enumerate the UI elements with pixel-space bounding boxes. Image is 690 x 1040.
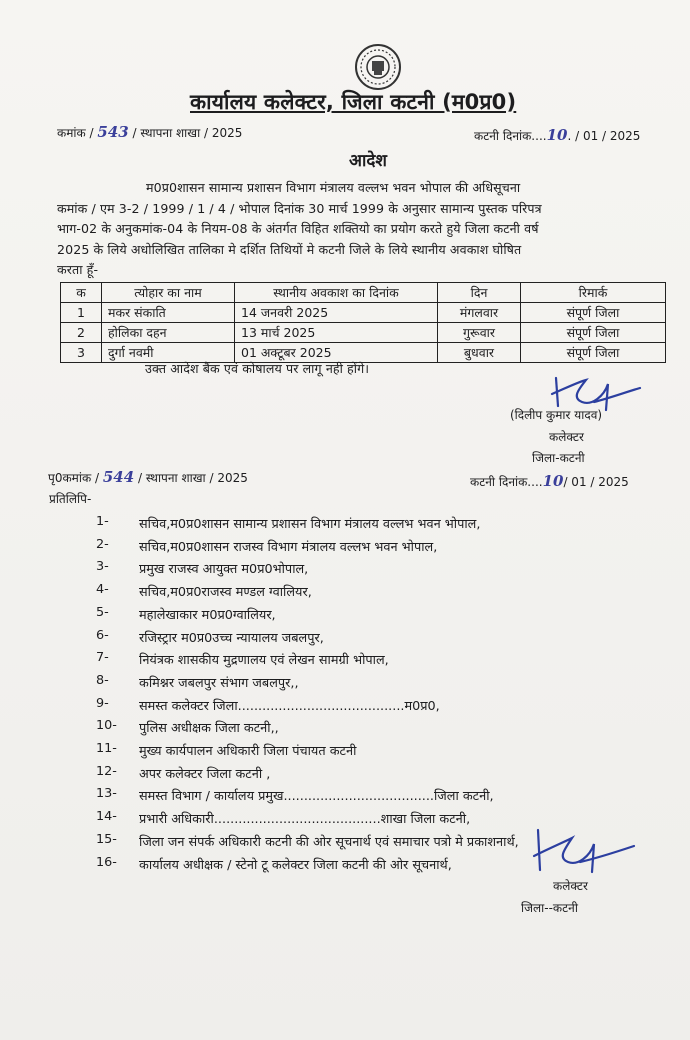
copy-list-number: 12- — [96, 764, 117, 779]
cell-day: मंगलवार — [438, 303, 521, 323]
copy-list-item: सचिव,म0प्र0शासन सामान्य प्रशासन विभाग मंत्रालय वल्लभ भवन भोपाल, — [139, 517, 481, 532]
copy-list-item: समस्त कलेक्टर जिला.........................................म0प्र0, — [139, 699, 440, 714]
copy-list-item: सचिव,म0प्र0शासन राजस्व विभाग मंत्रालय वल्लभ भवन भोपाल, — [139, 540, 438, 555]
endorsement-reference — [48, 468, 248, 486]
order-title: आदेश — [349, 151, 387, 171]
column-header-day: दिन — [438, 283, 521, 303]
cell-festival: दुर्गा नवमी — [102, 343, 235, 363]
endorsement-date-suffix: / 01 / 2025 — [563, 475, 629, 489]
copy-list-number: 13- — [96, 786, 117, 801]
column-header-festival: त्योहार का नाम — [102, 283, 235, 303]
holiday-table — [60, 282, 666, 363]
signatory-designation: कलेक्टर — [549, 430, 584, 444]
cell-serial: 1 — [61, 303, 102, 323]
order-date — [474, 126, 640, 144]
endorsement-ref-suffix: / स्थापना शाखा / 2025 — [138, 471, 248, 485]
signatory-name: (दिलीप कुमार यादव) — [510, 408, 603, 422]
column-header-serial: क — [61, 283, 102, 303]
copy-list-item: पुलिस अधीक्षक जिला कटनी,, — [139, 721, 279, 736]
cell-date: 14 जनवरी 2025 — [235, 303, 438, 323]
cell-remark: संपूर्ण जिला — [521, 303, 666, 323]
ref-number-handwritten: 543 — [97, 123, 129, 141]
copy-list-item: कमिश्नर जबलपुर संभाग जबलपुर,, — [139, 676, 299, 691]
office-title: कार्यालय कलेक्टर, जिला कटनी (म0प्र0) — [190, 90, 517, 114]
order-reference — [57, 123, 242, 141]
copy-list-item: महालेखाकार म0प्र0ग्वालियर, — [139, 608, 276, 623]
copy-list-number: 14- — [96, 809, 117, 824]
column-header-date: स्थानीय अवकाश का दिनांक — [235, 283, 438, 303]
signature-2 — [528, 826, 638, 876]
copy-list-number: 6- — [96, 628, 109, 643]
date-suffix: . / 01 / 2025 — [567, 129, 641, 143]
cell-festival: होलिका दहन — [102, 323, 235, 343]
cell-date: 01 अक्टूबर 2025 — [235, 343, 438, 363]
cell-serial: 3 — [61, 343, 102, 363]
copy-list-item: अपर कलेक्टर जिला कटनी , — [139, 767, 271, 782]
government-emblem-icon — [350, 42, 406, 92]
copy-list-number: 3- — [96, 559, 109, 574]
signatory-district: जिला-कटनी — [532, 451, 585, 465]
copy-list-number: 8- — [96, 673, 109, 688]
signatory-2-designation: कलेक्टर — [553, 879, 588, 893]
order-paragraph-line: म0प्र0शासन सामान्य प्रशासन विभाग मंत्रालय वल्लभ भवन भोपाल की अधिसूचना — [146, 180, 521, 195]
copy-list-item: समस्त विभाग / कार्यालय प्रमुख.....................................जिला कटनी, — [139, 789, 494, 804]
endorsement-ref-number-handwritten: 544 — [102, 468, 135, 486]
table-row — [61, 303, 666, 323]
copy-list-item: प्रभारी अधिकारी.........................................शाखा जिला कटनी, — [139, 812, 471, 827]
cell-festival: मकर संकाति — [102, 303, 235, 323]
signatory-2-district: जिला--कटनी — [521, 901, 578, 915]
copy-list-item: जिला जन संपर्क अधिकारी कटनी की ओर सूचनार्थ एवं समाचार पत्रो मे प्रकाशनार्थ, — [139, 835, 519, 850]
copy-list-number: 10- — [96, 718, 117, 733]
order-paragraph-line: 2025 के लिये अधोलिखित तालिका मे दर्शित तिथियों मे कटनी जिले के लिये स्थानीय अवकाश घोषित — [57, 242, 522, 257]
order-paragraph-line: भाग-02 के अनुकमांक-04 के नियम-08 के अंतर्गत विहित शक्तियो का प्रयोग करते हुये जिला कटनी वर्ष — [57, 221, 539, 236]
copy-list-number: 7- — [96, 650, 109, 665]
copy-list-number: 11- — [96, 741, 117, 756]
cell-date: 13 मार्च 2025 — [235, 323, 438, 343]
date-prefix: कटनी दिनांक.... — [474, 129, 547, 143]
ref-suffix: / स्थापना शाखा / 2025 — [132, 126, 243, 140]
table-row — [61, 323, 666, 343]
copy-list-item: रजिस्ट्रार म0प्र0उच्च न्यायालय जबलपुर, — [139, 631, 324, 646]
copy-list-item: सचिव,म0प्र0राजस्व मण्डल ग्वालियर, — [139, 585, 312, 600]
cell-serial: 2 — [61, 323, 102, 343]
order-paragraph-line: करता हूँ- — [57, 262, 99, 277]
copy-list-number: 2- — [96, 537, 109, 552]
copy-list-item: नियंत्रक शासकीय मुद्रणालय एवं लेखन सामग्री भोपाल, — [139, 653, 389, 668]
copy-list-item: मुख्य कार्यपालन अधिकारी जिला पंचायत कटनी — [139, 744, 357, 759]
endorsement-date — [470, 472, 629, 490]
applicability-note: उक्त आदेश बैंक एवं कोषालय पर लागू नही होंगे। — [145, 361, 370, 376]
cell-day: गुरूवार — [438, 323, 521, 343]
cell-remark: संपूर्ण जिला — [521, 343, 666, 363]
copy-list-item: प्रमुख राजस्व आयुक्त म0प्र0भोपाल, — [139, 562, 309, 577]
order-paragraph-line: कमांक / एम 3-2 / 1999 / 1 / 4 / भोपाल दिनांक 30 मार्च 1999 के अनुसार सामान्य पुस्तक परिपत्र — [57, 201, 542, 216]
table-header-row — [61, 283, 666, 303]
cell-remark: संपूर्ण जिला — [521, 323, 666, 343]
endorsement-date-prefix: कटनी दिनांक.... — [470, 475, 543, 489]
endorsement-ref-prefix: पृ0कमांक / — [48, 471, 100, 485]
date-day-handwritten: 10 — [546, 126, 568, 144]
copy-list-number: 15- — [96, 832, 117, 847]
endorsement-date-day-handwritten: 10 — [542, 472, 564, 490]
copy-list-number: 16- — [96, 855, 117, 870]
column-header-remark: रिमार्क — [521, 283, 666, 303]
copy-heading: प्रतिलिपि- — [49, 492, 92, 506]
ref-prefix: कमांक / — [57, 126, 94, 140]
cell-day: बुधवार — [438, 343, 521, 363]
copy-list-number: 9- — [96, 696, 109, 711]
copy-list-number: 4- — [96, 582, 109, 597]
copy-list-item: कार्यालय अधीक्षक / स्टेनो टू कलेक्टर जिला कटनी की ओर सूचनार्थ, — [139, 858, 452, 873]
copy-list-number: 1- — [96, 514, 109, 529]
copy-list-number: 5- — [96, 605, 109, 620]
